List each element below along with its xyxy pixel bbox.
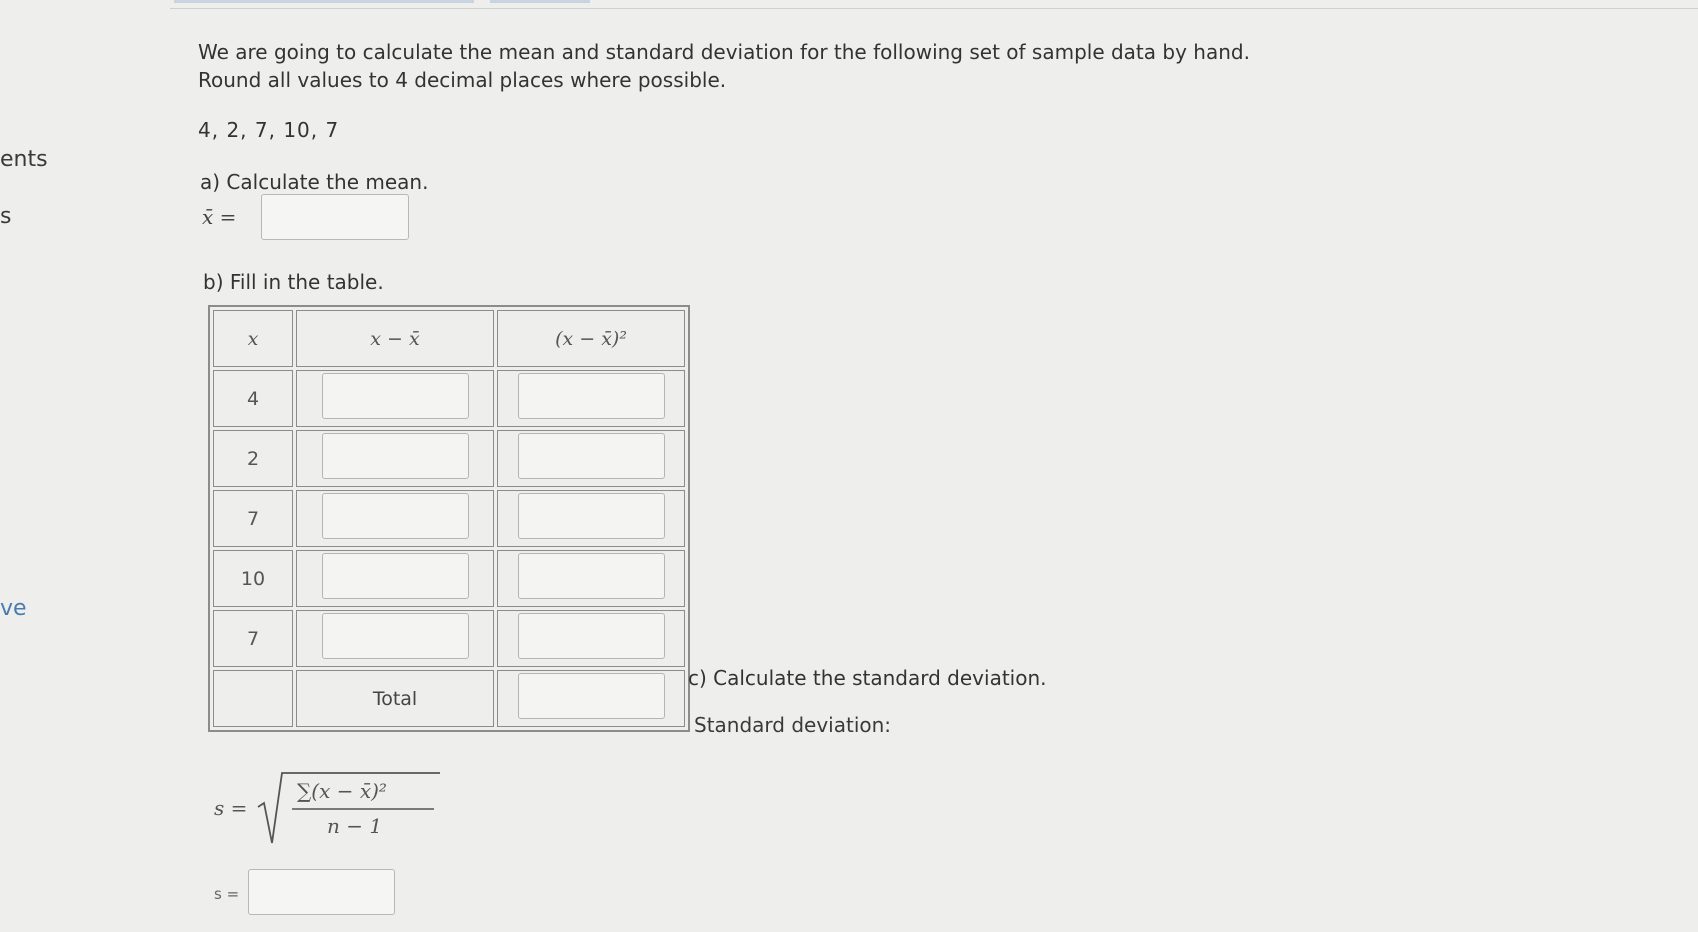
s-answer-label: s = bbox=[214, 885, 240, 903]
formula-numerator: ∑(x − x̄)² bbox=[297, 779, 387, 803]
deviation-cell bbox=[296, 370, 494, 427]
top-tab-strip bbox=[170, 0, 1698, 8]
formula-lhs: s = bbox=[214, 796, 248, 820]
x-value: 4 bbox=[213, 370, 293, 427]
squared-cell bbox=[497, 370, 685, 427]
squared-deviation-input[interactable] bbox=[518, 553, 665, 599]
mean-input[interactable] bbox=[261, 194, 409, 240]
squared-cell bbox=[497, 610, 685, 667]
deviation-input[interactable] bbox=[322, 433, 469, 479]
squared-cell bbox=[497, 550, 685, 607]
header-x: x bbox=[213, 310, 293, 367]
sd-formula bbox=[212, 765, 442, 845]
top-tab[interactable] bbox=[490, 0, 590, 3]
squared-deviation-input[interactable] bbox=[518, 373, 665, 419]
header-squared-deviation: (x − x̄)² bbox=[497, 310, 685, 367]
x-value: 2 bbox=[213, 430, 293, 487]
table-row bbox=[213, 610, 685, 667]
sd-label: Standard deviation: bbox=[694, 713, 892, 737]
deviation-cell bbox=[296, 490, 494, 547]
intro-line: We are going to calculate the mean and standard deviation for the following set of sample data by hand. bbox=[198, 40, 1250, 64]
squared-deviation-input[interactable] bbox=[518, 493, 665, 539]
table-total-row bbox=[213, 670, 685, 727]
deviation-cell bbox=[296, 550, 494, 607]
squared-cell bbox=[497, 430, 685, 487]
table-header-row bbox=[213, 310, 685, 367]
dataset: 4, 2, 7, 10, 7 bbox=[198, 118, 340, 142]
header-deviation: x − x̄ bbox=[296, 310, 494, 367]
deviation-input[interactable] bbox=[322, 373, 469, 419]
sd-input[interactable] bbox=[248, 869, 395, 915]
x-value: 7 bbox=[213, 610, 293, 667]
squared-deviation-input[interactable] bbox=[518, 433, 665, 479]
total-input[interactable] bbox=[518, 673, 665, 719]
table-row bbox=[213, 490, 685, 547]
deviation-input[interactable] bbox=[322, 613, 469, 659]
total-label: Total bbox=[296, 670, 494, 727]
sidebar-fragment[interactable]: s bbox=[0, 204, 12, 229]
table-row bbox=[213, 430, 685, 487]
deviation-cell bbox=[296, 610, 494, 667]
divider bbox=[170, 8, 1698, 9]
question-body bbox=[198, 38, 1498, 142]
squared-cell bbox=[497, 490, 685, 547]
intro-line: Round all values to 4 decimal places where possible. bbox=[198, 68, 727, 92]
deviation-table bbox=[208, 305, 690, 732]
part-a-label: a) Calculate the mean. bbox=[200, 170, 429, 194]
squared-deviation-input[interactable] bbox=[518, 613, 665, 659]
x-value: 10 bbox=[213, 550, 293, 607]
sidebar-fragment[interactable]: ents bbox=[0, 147, 48, 172]
table-row bbox=[213, 370, 685, 427]
table-row bbox=[213, 550, 685, 607]
sidebar-fragment[interactable]: ve bbox=[0, 596, 27, 621]
deviation-input[interactable] bbox=[322, 493, 469, 539]
x-value: 7 bbox=[213, 490, 293, 547]
part-b-label: b) Fill in the table. bbox=[203, 270, 384, 294]
empty-cell bbox=[213, 670, 293, 727]
part-c-label: c) Calculate the standard deviation. bbox=[688, 666, 1047, 690]
top-tab[interactable] bbox=[174, 0, 474, 3]
mean-symbol: x̄ = bbox=[202, 205, 237, 229]
total-cell bbox=[497, 670, 685, 727]
formula-denominator: n − 1 bbox=[327, 814, 383, 838]
deviation-cell bbox=[296, 430, 494, 487]
deviation-input[interactable] bbox=[322, 553, 469, 599]
